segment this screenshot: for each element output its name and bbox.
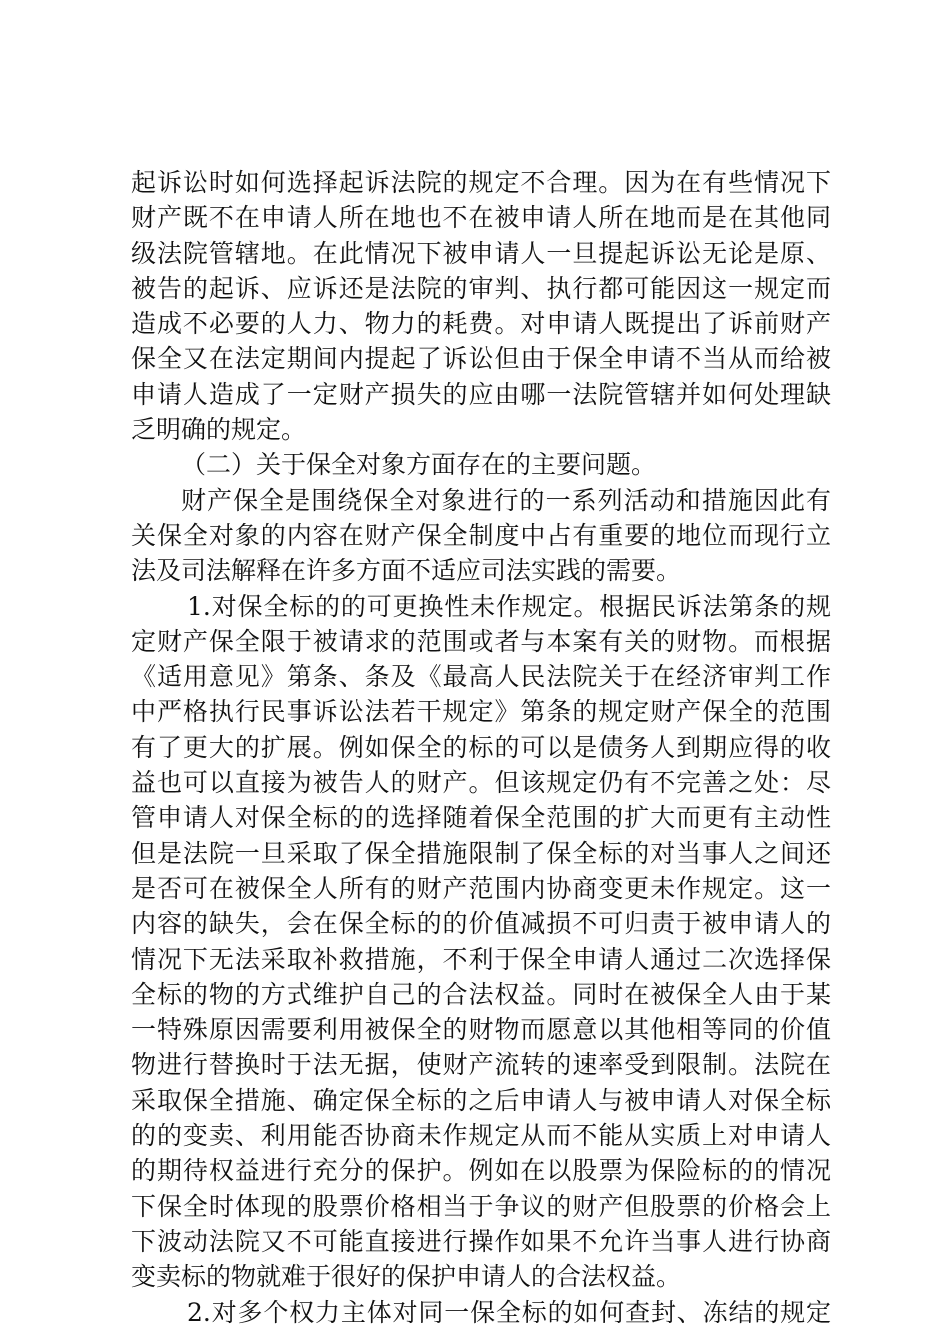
- text-line: 关保全对象的内容在财产保全制度中占有重要的地位而现行立: [131, 520, 831, 550]
- text-line: 采取保全措施、确定保全标的之后申请人与被申请人对保全标: [131, 1085, 831, 1115]
- text-line: 造成不必要的人力、物力的耗费。对申请人既提出了诉前财产: [131, 309, 831, 339]
- text-line: 定财产保全限于被请求的范围或者与本案有关的财物。而根据: [131, 626, 831, 656]
- text-line: 物进行替换时于法无据，使财产流转的速率受到限制。法院在: [131, 1050, 831, 1080]
- text-line: 是否可在被保全人所有的财产范围内协商变更未作规定。这一: [131, 873, 831, 903]
- text-line: 法及司法解释在许多方面不适应司法实践的需要。: [131, 556, 682, 586]
- text-line: 有了更大的扩展。例如保全的标的可以是债务人到期应得的收: [131, 732, 831, 762]
- text-line: 乏明确的规定。: [131, 415, 307, 445]
- text-line: 情况下无法采取补救措施，不利于保全申请人通过二次选择保: [131, 944, 831, 974]
- text-line: 中严格执行民事诉讼法若干规定》第条的规定财产保全的范围: [131, 697, 831, 727]
- text-line: 管申请人对保全标的的选择随着保全范围的扩大而更有主动性: [131, 803, 831, 833]
- text-line: 下保全时体现的股票价格相当于争议的财产但股票的价格会上: [131, 1191, 831, 1221]
- paragraph-item-2: [131, 1295, 831, 1330]
- text-line: 内容的缺失，会在保全标的的价值减损不可归责于被申请人的: [131, 909, 831, 939]
- text-line: 《适用意见》第条、条及《最高人民法院关于在经济审判工作: [131, 662, 831, 692]
- text-line: 1.对保全标的的可更换性未作规定。根据民诉法第条的规: [187, 591, 831, 621]
- text-line: 全标的物的方式维护自己的合法权益。同时在被保全人由于某: [131, 979, 831, 1009]
- text-line: 的期待权益进行充分的保护。例如在以股票为保险标的的情况: [131, 1156, 831, 1186]
- text-line: 起诉讼时如何选择起诉法院的规定不合理。因为在有些情况下: [131, 168, 831, 197]
- text-line: 下波动法院又不可能直接进行操作如果不允许当事人进行协商: [131, 1226, 831, 1256]
- text-line: 财产既不在申请人所在地也不在被申请人所在地而是在其他同: [131, 203, 831, 233]
- section-heading: [131, 447, 831, 482]
- paragraph-jurisdiction: [131, 165, 831, 447]
- text-line: 申请人造成了一定财产损失的应由哪一法院管辖并如何处理缺: [131, 379, 831, 409]
- text-line: 财产保全是围绕保全对象进行的一系列活动和措施因此有: [181, 485, 831, 515]
- text-line: 但是法院一旦采取了保全措施限制了保全标的对当事人之间还: [131, 838, 831, 868]
- text-line: 被告的起诉、应诉还是法院的审判、执行都可能因这一规定而: [131, 273, 831, 303]
- section-heading-text: （二）关于保全对象方面存在的主要问题。: [181, 450, 657, 480]
- text-line: 的的变卖、利用能否协商未作规定从而不能从实质上对申请人: [131, 1121, 831, 1151]
- text-line: 益也可以直接为被告人的财产。但该规定仍有不完善之处：尽: [131, 768, 831, 798]
- paragraph-preservation-object: [131, 483, 831, 589]
- text-line: 保全又在法定期间内提起了诉讼但由于保全申请不当从而给被: [131, 344, 831, 374]
- paragraph-item-1: [131, 589, 831, 1295]
- text-line: 级法院管辖地。在此情况下被申请人一旦提起诉讼无论是原、: [131, 238, 831, 268]
- text-line: 2.对多个权力主体对同一保全标的如何查封、冻结的规定: [187, 1297, 831, 1327]
- text-line: 变卖标的物就难于很好的保护申请人的合法权益。: [131, 1262, 682, 1292]
- text-line: 一特殊原因需要利用被保全的财物而愿意以其他相等同的价值: [131, 1015, 831, 1045]
- document-page: [131, 165, 831, 1330]
